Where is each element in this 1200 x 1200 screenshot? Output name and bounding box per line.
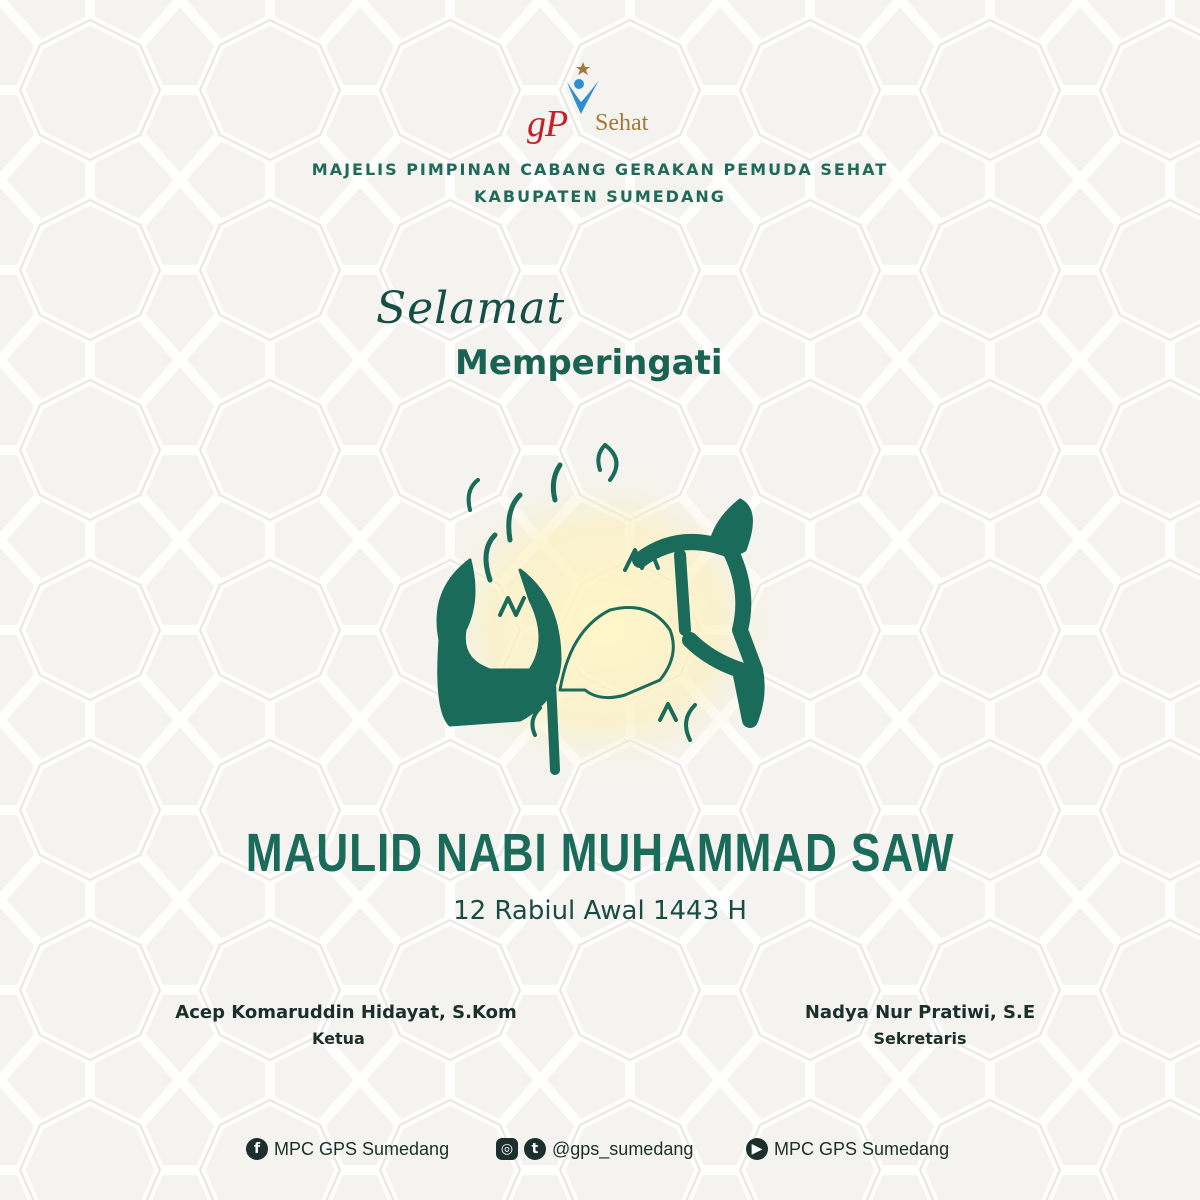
event-date: 12 Rabiul Awal 1443 H bbox=[453, 896, 747, 926]
social-youtube[interactable] bbox=[746, 1138, 949, 1160]
gp-sehat-logo bbox=[525, 62, 685, 145]
social-label: MPC GPS Sumedang bbox=[274, 1138, 450, 1159]
logo-sehat-text: Sehat bbox=[595, 110, 649, 136]
logo-gp-text: gP bbox=[527, 103, 568, 145]
youtube-icon: ▶ bbox=[746, 1138, 768, 1160]
greeting-script: Selamat bbox=[376, 283, 566, 334]
twitter-icon: t bbox=[524, 1138, 546, 1160]
signatory-name: Nadya Nur Pratiwi, S.E bbox=[804, 1002, 1036, 1023]
social-label: MPC GPS Sumedang bbox=[774, 1138, 950, 1159]
instagram-icon: ◎ bbox=[496, 1138, 518, 1160]
signatory-role: Sekretaris bbox=[873, 1029, 967, 1048]
signatory-chair bbox=[146, 1002, 546, 1048]
greeting-bold: Memperingati bbox=[455, 343, 723, 383]
organization-region: KABUPATEN SUMEDANG bbox=[474, 187, 726, 206]
signatory-role: Ketua bbox=[312, 1029, 365, 1048]
social-label: @gps_sumedang bbox=[552, 1138, 694, 1159]
facebook-icon: f bbox=[246, 1138, 268, 1160]
social-instagram-twitter[interactable] bbox=[496, 1138, 693, 1160]
muhammad-calligraphy bbox=[410, 440, 790, 790]
social-facebook[interactable] bbox=[246, 1138, 449, 1160]
signatory-secretary bbox=[780, 1002, 1060, 1048]
event-title: MAULID NABI MUHAMMAD SAW bbox=[245, 823, 955, 883]
social-links bbox=[0, 1138, 1200, 1164]
signatory-name: Acep Komaruddin Hidayat, S.Kom bbox=[175, 1002, 517, 1023]
organization-name: MAJELIS PIMPINAN CABANG GERAKAN PEMUDA SEHAT bbox=[311, 160, 889, 179]
